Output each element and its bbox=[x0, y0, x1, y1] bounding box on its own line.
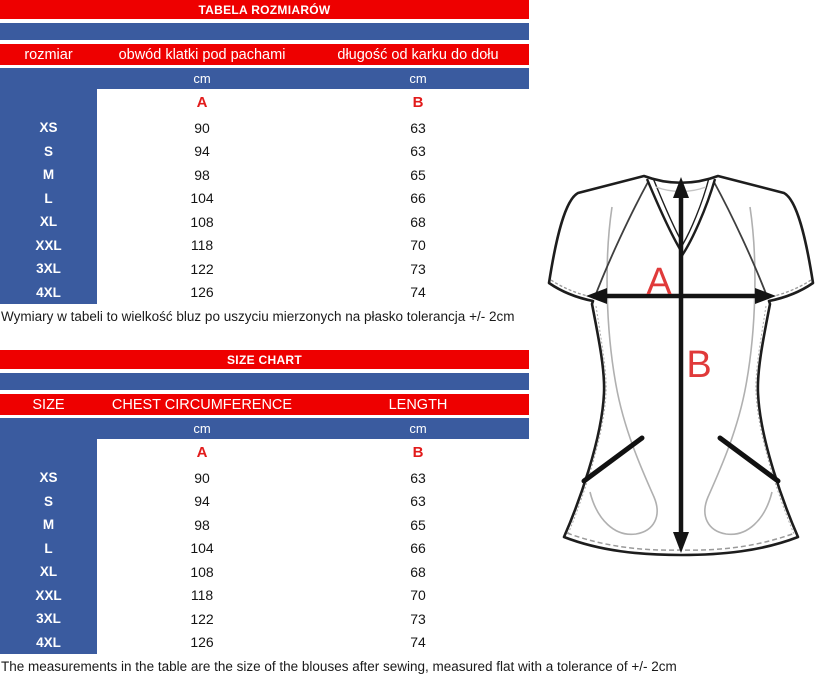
letter-b: B bbox=[412, 444, 424, 461]
table-row bbox=[0, 560, 529, 584]
chest-value: 90 bbox=[194, 469, 210, 486]
measure-letter-row bbox=[0, 439, 529, 466]
chest-value: 94 bbox=[194, 493, 210, 510]
unit-cell-empty bbox=[0, 68, 97, 89]
col-header-length-pl: długość od karku do dołu bbox=[337, 46, 499, 63]
table-row bbox=[0, 584, 529, 608]
length-value: 66 bbox=[410, 190, 426, 207]
table-row bbox=[0, 234, 529, 258]
table-row bbox=[0, 140, 529, 164]
unit-cell-cm: cm bbox=[193, 421, 211, 436]
length-value: 73 bbox=[410, 260, 426, 277]
size-label: L bbox=[0, 187, 97, 211]
unit-cell-cm: cm bbox=[193, 71, 211, 86]
chest-value: 122 bbox=[190, 610, 214, 627]
chest-value: 108 bbox=[190, 563, 214, 580]
chest-value: 108 bbox=[190, 213, 214, 230]
column-header-row bbox=[0, 44, 529, 65]
length-value: 63 bbox=[410, 469, 426, 486]
size-label: XS bbox=[0, 116, 97, 140]
size-table-english bbox=[0, 350, 529, 654]
diagram-label-b: B bbox=[686, 344, 712, 386]
table-row bbox=[0, 537, 529, 561]
letter-a: A bbox=[196, 94, 208, 111]
length-value: 65 bbox=[410, 516, 426, 533]
chest-value: 122 bbox=[190, 260, 214, 277]
size-label: 3XL bbox=[0, 257, 97, 281]
size-label: XXL bbox=[0, 584, 97, 608]
size-label: XL bbox=[0, 210, 97, 234]
diagram-label-a: A bbox=[646, 261, 672, 303]
table-row bbox=[0, 490, 529, 514]
chest-value: 90 bbox=[194, 119, 210, 136]
table-row bbox=[0, 210, 529, 234]
length-value: 63 bbox=[410, 493, 426, 510]
table-title-polish: TABELA ROZMIARÓW bbox=[0, 0, 529, 19]
chest-value: 126 bbox=[190, 284, 214, 301]
table-row bbox=[0, 163, 529, 187]
units-row bbox=[0, 68, 529, 89]
col-header-chest-pl: obwód klatki pod pachami bbox=[118, 46, 286, 63]
length-value: 70 bbox=[410, 237, 426, 254]
table-row bbox=[0, 281, 529, 305]
table-row bbox=[0, 466, 529, 490]
chest-value: 104 bbox=[190, 540, 214, 557]
table-row bbox=[0, 257, 529, 281]
size-label: L bbox=[0, 537, 97, 561]
table-row bbox=[0, 187, 529, 211]
size-table-polish bbox=[0, 0, 529, 304]
letter-a: A bbox=[196, 444, 208, 461]
spacer-bar bbox=[0, 373, 529, 390]
size-label: XXL bbox=[0, 234, 97, 258]
table-row bbox=[0, 607, 529, 631]
chest-value: 98 bbox=[194, 166, 210, 183]
chest-value: 118 bbox=[190, 237, 214, 254]
length-value: 74 bbox=[410, 284, 426, 301]
unit-cell-cm: cm bbox=[409, 421, 427, 436]
unit-cell-empty bbox=[0, 418, 97, 439]
letter-b: B bbox=[412, 94, 424, 111]
size-label: M bbox=[0, 513, 97, 537]
col-header-length-en: LENGTH bbox=[388, 396, 448, 413]
length-value: 68 bbox=[410, 213, 426, 230]
col-header-chest-en: CHEST CIRCUMFERENCE bbox=[111, 396, 293, 413]
letter-cell-empty bbox=[0, 89, 97, 116]
letter-cell-empty bbox=[0, 439, 97, 466]
chest-value: 118 bbox=[190, 587, 214, 604]
size-label: XS bbox=[0, 466, 97, 490]
size-label: 4XL bbox=[0, 281, 97, 305]
length-value: 70 bbox=[410, 587, 426, 604]
col-header-rozmiar: rozmiar bbox=[24, 46, 73, 63]
size-label: 3XL bbox=[0, 607, 97, 631]
column-header-row bbox=[0, 394, 529, 415]
chest-value: 94 bbox=[194, 143, 210, 160]
table-row bbox=[0, 631, 529, 655]
size-label: 4XL bbox=[0, 631, 97, 655]
col-header-size: SIZE bbox=[32, 396, 65, 413]
length-value: 63 bbox=[410, 119, 426, 136]
size-label: XL bbox=[0, 560, 97, 584]
tolerance-note-english: The measurements in the table are the size of the blouses after sewing, measured flat with a tolerance of +/- 2cm bbox=[1, 659, 677, 674]
tolerance-note-polish: Wymiary w tabeli to wielkość bluz po uszyciu mierzonych na płasko tolerancja +/- 2cm bbox=[1, 309, 515, 324]
length-value: 66 bbox=[410, 540, 426, 557]
table-title-english: SIZE CHART bbox=[0, 350, 529, 369]
length-value: 65 bbox=[410, 166, 426, 183]
size-label: S bbox=[0, 140, 97, 164]
garment-measurement-diagram bbox=[534, 146, 834, 574]
table-row bbox=[0, 116, 529, 140]
length-value: 74 bbox=[410, 634, 426, 651]
spacer-bar bbox=[0, 23, 529, 40]
unit-cell-cm: cm bbox=[409, 71, 427, 86]
chest-value: 98 bbox=[194, 516, 210, 533]
length-value: 63 bbox=[410, 143, 426, 160]
chest-value: 126 bbox=[190, 634, 214, 651]
units-row bbox=[0, 418, 529, 439]
size-label: S bbox=[0, 490, 97, 514]
length-value: 73 bbox=[410, 610, 426, 627]
length-value: 68 bbox=[410, 563, 426, 580]
chest-value: 104 bbox=[190, 190, 214, 207]
measure-letter-row bbox=[0, 89, 529, 116]
table-row bbox=[0, 513, 529, 537]
size-label: M bbox=[0, 163, 97, 187]
